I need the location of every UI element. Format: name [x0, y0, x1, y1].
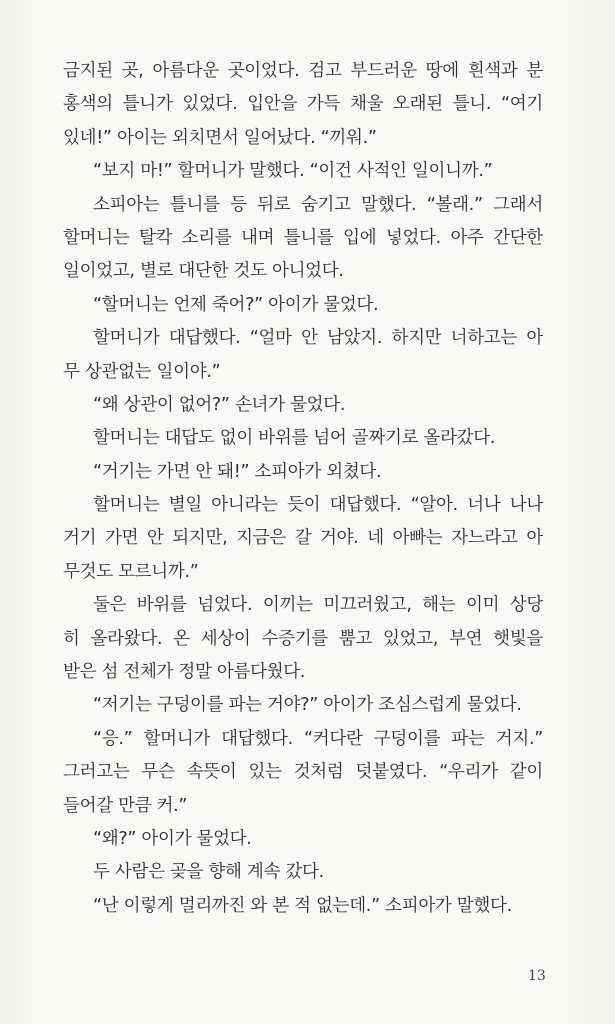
text-line: “왜 상관이 없어?” 손녀가 물었다.: [93, 394, 346, 415]
text-line: “할머니는 언제 죽어?” 아이가 물었다.: [93, 294, 379, 315]
text-line: “거기는 가면 안 돼!” 소피아가 외쳤다.: [93, 461, 382, 482]
text-line: 소피아는 틀니를 등 뒤로 숨기고 말했다. “볼래.” 그래서: [93, 194, 543, 215]
text-line: 히 올라왔다. 온 세상이 수증기를 뿜고 있었고, 부연 햇빛을: [63, 628, 543, 649]
text-line: 금지된 곳, 아름다운 곳이었다. 검고 부드러운 땅에 흰색과 분: [63, 61, 543, 81]
text-line: “응.” 할머니가 대답했다. “커다란 구덩이를 파는 거지.”: [93, 728, 543, 749]
text-line: 둘은 바위를 넘었다. 이끼는 미끄러웠고, 해는 이미 상당: [93, 595, 543, 616]
page-number: 13: [528, 968, 546, 984]
text-line: “저기는 구덩이를 파는 거야?” 아이가 조심스럽게 물었다.: [93, 695, 522, 716]
text-line: 홍색의 틀니가 있었다. 입안을 가득 채울 오래된 틀니. “여기: [63, 94, 543, 115]
text-line: 있네!” 아이는 외치면서 일어났다. “끼워.”: [63, 127, 377, 148]
text-line: 할머니가 대답했다. “얼마 안 남았지. 하지만 너하고는 아: [93, 328, 543, 349]
text-line: “난 이렇게 멀리까진 와 본 적 없는데.” 소피아가 말했다.: [93, 895, 512, 916]
text-line: 그러고는 무슨 속뜻이 있는 것처럼 덧붙였다. “우리가 같이: [63, 762, 543, 783]
body-text: [63, 55, 543, 923]
text-line: “왜?” 아이가 물었다.: [93, 828, 252, 849]
text-line: 무 상관없는 일이야.”: [63, 361, 221, 382]
text-line: 일이었고, 별로 대단한 것도 아니었다.: [63, 261, 344, 282]
text-line: 무것도 모르니까.”: [63, 561, 199, 582]
text-line: 할머니는 탈칵 소리를 내며 틀니를 입에 넣었다. 아주 간단한: [63, 227, 543, 248]
text-line: 들어갈 만큼 커.”: [63, 795, 188, 816]
text-line: 할머니는 대답도 없이 바위를 넘어 골짜기로 올라갔다.: [93, 428, 496, 449]
text-line: “보지 마!” 할머니가 말했다. “이건 사적인 일이니까.”: [93, 161, 493, 182]
text-line: 받은 섬 전체가 정말 아름다웠다.: [63, 662, 306, 683]
text-line: 할머니는 별일 아니라는 듯이 대답했다. “알아. 너나 나나: [93, 495, 543, 516]
text-line: 거기 가면 안 되지만, 지금은 갈 거야. 네 아빠는 자느라고 아: [63, 528, 543, 549]
text-line: 두 사람은 곶을 향해 계속 갔다.: [93, 862, 324, 883]
